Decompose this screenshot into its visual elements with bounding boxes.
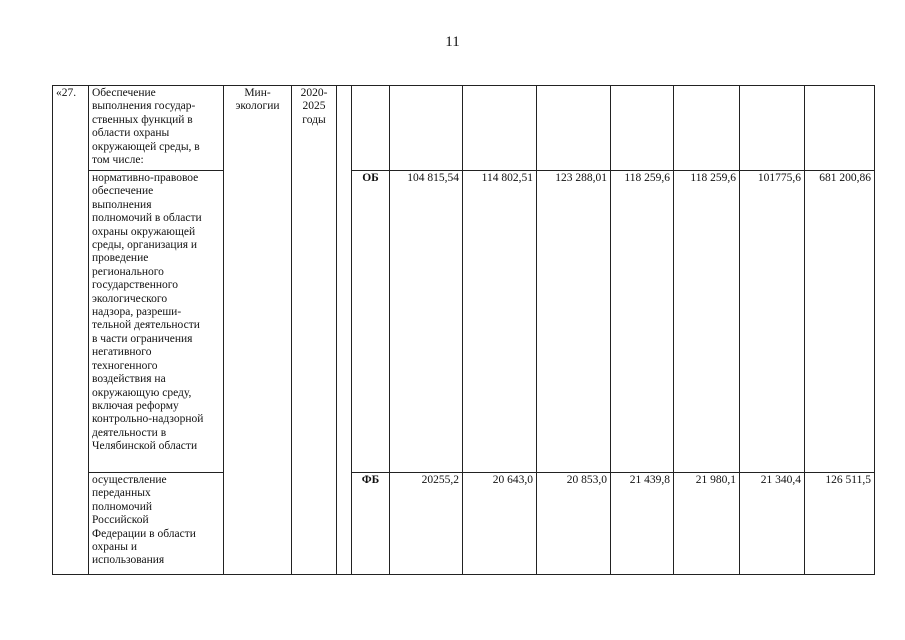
value-cell-fb-5: 21 980,1	[674, 473, 740, 575]
value-cell-main-7	[805, 86, 875, 171]
source-cell-fb: ФБ	[352, 473, 390, 575]
value-cell-ob-6: 101775,6	[740, 171, 805, 473]
value-cell-main-6	[740, 86, 805, 171]
value-cell-ob-2: 114 802,51	[463, 171, 537, 473]
value-cell-fb-3: 20 853,0	[537, 473, 611, 575]
source-cell-main	[352, 86, 390, 171]
value-cell-fb-4: 21 439,8	[611, 473, 674, 575]
table-row-ob	[53, 171, 875, 473]
years-cell: 2020- 2025 годы	[292, 86, 337, 575]
value-cell-ob-7: 681 200,86	[805, 171, 875, 473]
value-cell-main-2	[463, 86, 537, 171]
budget-table	[52, 85, 875, 575]
row-name-ob: нормативно-правовое обеспечение выполнения полномочий в области охраны окружающей среды, организация и проведение регионального государственного экологического надзора, разреши- тельной деятельности в части ограничения негативного техногенного воздействия на окружающую среду, включая реформу контрольно-надзорной деятельности в Челябинской области	[89, 171, 224, 473]
executor-cell: Мин- экологии	[224, 86, 292, 575]
value-cell-main-3	[537, 86, 611, 171]
value-cell-ob-5: 118 259,6	[674, 171, 740, 473]
row-name-fb: осуществление переданных полномочий Российской Федерации в области охраны и использования	[89, 473, 224, 575]
empty-cell	[337, 86, 352, 575]
value-cell-ob-1: 104 815,54	[390, 171, 463, 473]
table-row-fb	[53, 473, 875, 575]
value-cell-fb-1: 20255,2	[390, 473, 463, 575]
value-cell-main-5	[674, 86, 740, 171]
value-cell-main-4	[611, 86, 674, 171]
source-cell-ob: ОБ	[352, 171, 390, 473]
value-cell-main-1	[390, 86, 463, 171]
value-cell-fb-2: 20 643,0	[463, 473, 537, 575]
value-cell-ob-4: 118 259,6	[611, 171, 674, 473]
value-cell-fb-7: 126 511,5	[805, 473, 875, 575]
value-cell-ob-3: 123 288,01	[537, 171, 611, 473]
page-number: 11	[445, 34, 460, 50]
row-name-main: Обеспечение выполнения государ- ственных функций в области охраны окружающей среды, в том числе:	[89, 86, 224, 171]
value-cell-fb-6: 21 340,4	[740, 473, 805, 575]
row-number: «27.	[53, 86, 89, 575]
table-row-main	[53, 86, 875, 171]
